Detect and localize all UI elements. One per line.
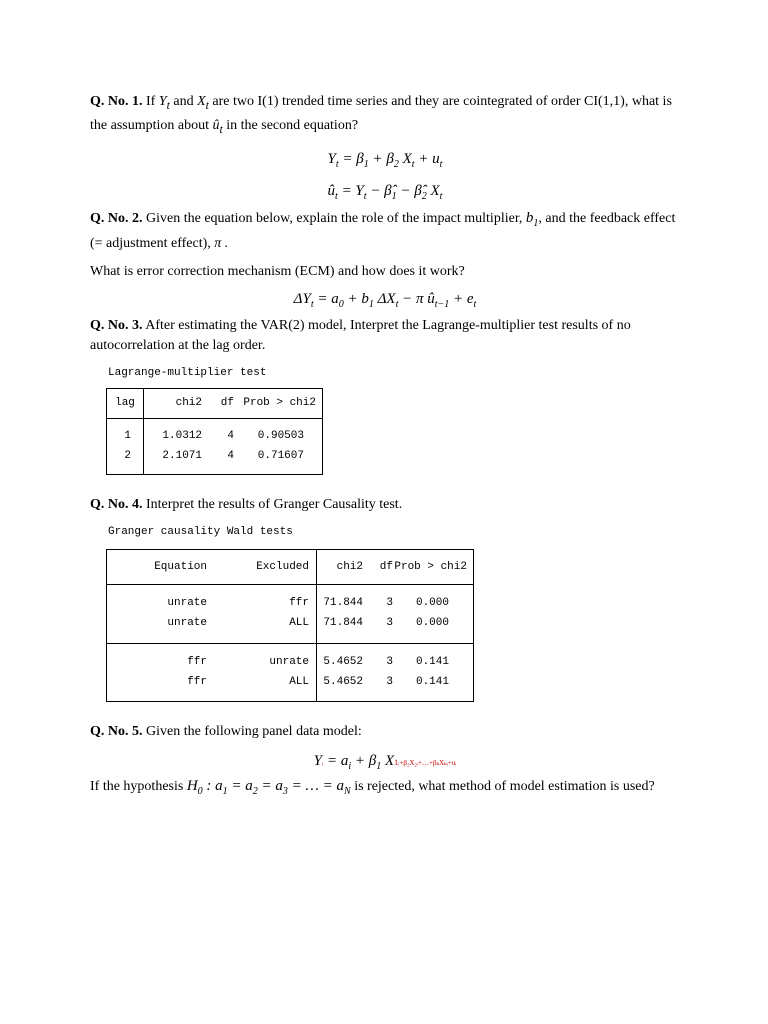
- table-row: unrate ffr 71.844 3 0.000: [107, 593, 474, 613]
- header-excluded: Excluded: [207, 549, 317, 584]
- equation-panel-tail: +β₂X₂ᵢ+…+βₖXₖᵢ+uᵢ: [399, 758, 457, 767]
- lm-test-caption: Lagrange-multiplier test: [108, 366, 267, 379]
- granger-table: [106, 549, 474, 702]
- var-b1: $b_1$: [525, 209, 539, 229]
- table-row: [107, 418, 323, 426]
- q5-text: Given the following panel data model:: [142, 723, 362, 739]
- q2-text-2: , and the feedback effect (= adjustment effect),: [90, 210, 676, 251]
- question-1: [90, 92, 680, 140]
- header-prob: Prob > chi2: [234, 388, 323, 418]
- question-3-label: Q. No. 3.: [90, 317, 143, 333]
- header-chi2: chi2: [317, 549, 364, 584]
- table-row: 2 2.1071 4 0.71607: [107, 446, 323, 466]
- table-header-row: [107, 549, 474, 584]
- question-2-label: Q. No. 2.: [90, 210, 143, 226]
- question-4-label: Q. No. 4.: [90, 496, 143, 512]
- question-5: [90, 722, 680, 742]
- table-header-row: [107, 388, 323, 418]
- q1-text-2: and: [169, 94, 198, 109]
- question-2: [90, 208, 680, 254]
- equation-panel: Yᵢ = $a_i + \beta_1$ X1ᵢ+β₂X₂ᵢ+…+βₖXₖᵢ+uᵢ: [313, 752, 457, 772]
- question-2-ecm: What is error correction mechanism (ECM) and how does it work?: [90, 263, 465, 279]
- header-lag: lag: [107, 388, 144, 418]
- header-df: df: [202, 388, 234, 418]
- q1-text-1: If: [142, 94, 159, 109]
- var-y: $Y_t$: [158, 94, 170, 112]
- table-row: ffr unrate 5.4652 3 0.141: [107, 652, 474, 672]
- granger-caption: Granger causality Wald tests: [108, 525, 293, 538]
- hypothesis-equation: $H_0$ : $a_1 = a_2 = a_3$ = … = $a_N$: [186, 777, 351, 797]
- equation-ecm: $\Delta Y_t = a_0 + b_1$ $\Delta X_t - \pi$ $û_{t-1} + e_t$: [293, 290, 477, 310]
- q4-text: Interpret the results of Granger Causality test.: [142, 496, 403, 512]
- table-row: ffr ALL 5.4652 3 0.141: [107, 672, 474, 692]
- equation-residual: $û_t = Y_t$ − $\betâ_1$ − $\betâ_2$ $X_t$: [327, 182, 443, 202]
- q1-text-3: are two I(1) trended time series and they are cointegrated of order CI(1,1), what is the assumption about: [90, 94, 672, 133]
- var-pi: π .: [214, 235, 229, 251]
- document-page: [90, 92, 680, 802]
- question-5-hypothesis: If the hypothesis $H_0$ : $a_1 = a_2 = a_3$ = … = $a_N$ is rejected, what method of model estimation is used?: [90, 777, 655, 797]
- question-5-label: Q. No. 5.: [90, 723, 143, 739]
- header-prob: Prob > chi2: [393, 549, 474, 584]
- q3-text: After estimating the VAR(2) model, Interpret the Lagrange-multiplier test results of no autocorrelation at the lag order.: [90, 317, 631, 353]
- header-equation: Equation: [107, 549, 208, 584]
- question-3: [90, 316, 680, 356]
- var-u-hat: $û_t$: [212, 117, 223, 136]
- header-df: df: [363, 549, 393, 584]
- q2-text-1: Given the equation below, explain the role of the impact multiplier,: [142, 210, 526, 226]
- table-row: unrate ALL 71.844 3 0.000: [107, 613, 474, 633]
- equation-cointegration: $Y_t = \beta_1 + \beta_2$ $X_t + u_t$: [327, 150, 443, 170]
- var-x: $X_t$: [197, 94, 209, 112]
- header-chi2: chi2: [144, 388, 203, 418]
- question-4: [90, 495, 680, 515]
- question-1-label: Q. No. 1.: [90, 94, 143, 109]
- q1-text-4: in the second equation?: [222, 117, 359, 133]
- lm-test-table: [106, 388, 323, 475]
- table-row: 1 1.0312 4 0.90503: [107, 426, 323, 446]
